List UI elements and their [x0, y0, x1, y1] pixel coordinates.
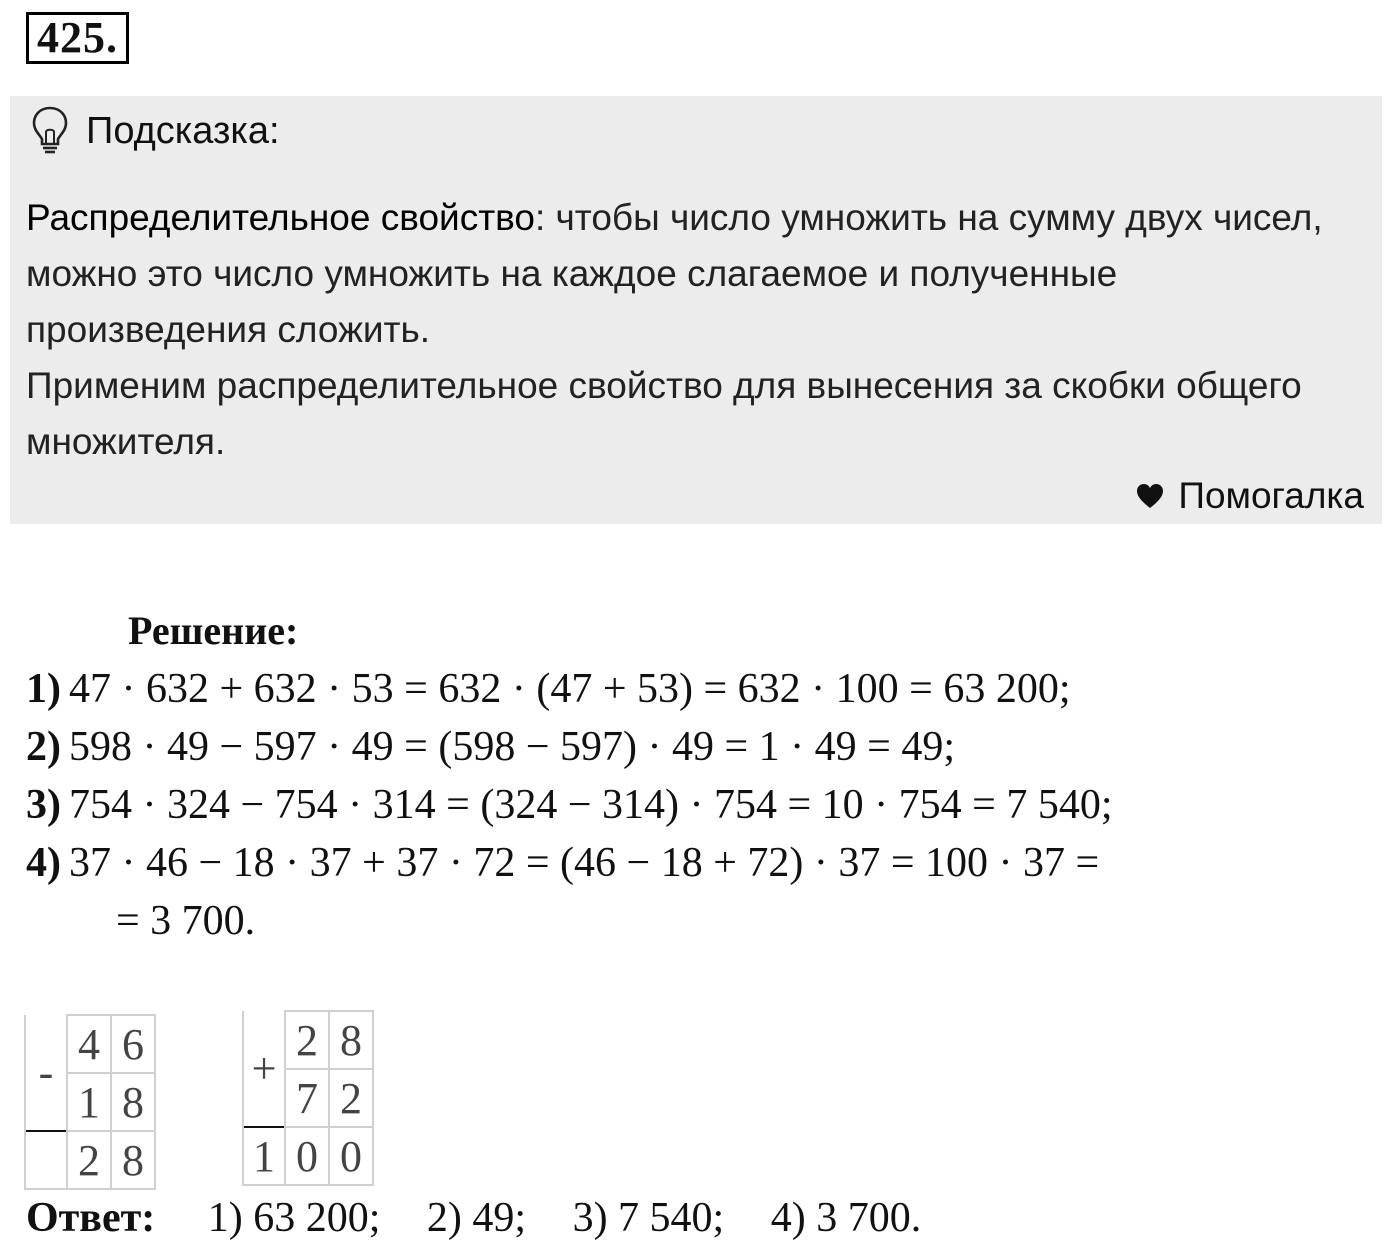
brand-name: Помогалка [1178, 475, 1364, 516]
solution-line [26, 718, 1386, 776]
line-number: 4) [26, 840, 61, 886]
answer-item: 4) 3 700. [770, 1195, 922, 1241]
line-text: 47 · 632 + 632 · 53 = 632 · (47 + 53) = 632 · 100 = 63 200; [69, 666, 1071, 712]
brand [1136, 473, 1364, 519]
column-addition [242, 1010, 374, 1186]
digit-cell: 2 [285, 1011, 329, 1069]
hint-title: Подсказка: [86, 110, 280, 152]
hint-application: Применим распределительное свойство для вынесения за скобки общего множителя. [26, 365, 1302, 462]
hint-term: Распределительное свойство [26, 197, 535, 238]
answer-item: 3) 7 540; [572, 1195, 725, 1241]
solution-line-continuation: = 3 700. [116, 898, 256, 944]
answer [26, 1190, 957, 1246]
line-number: 3) [26, 782, 61, 828]
hint-text [26, 190, 1366, 470]
heart-icon [1136, 483, 1164, 509]
digit-cell: 4 [67, 1015, 111, 1073]
column-subtraction [24, 1014, 156, 1190]
answer-label: Ответ: [26, 1195, 156, 1241]
digit-cell: 2 [67, 1131, 111, 1189]
solution-line [26, 660, 1386, 718]
solution-title: Решение: [128, 608, 299, 653]
digit-cell: 0 [329, 1127, 373, 1185]
line-number: 2) [26, 724, 61, 770]
digit-cell: 7 [285, 1069, 329, 1127]
answer-item: 2) 49; [426, 1195, 527, 1241]
digit-cell: 6 [111, 1015, 155, 1073]
empty-cell [25, 1131, 67, 1189]
solution-line [26, 776, 1386, 834]
digit-cell: 1 [67, 1073, 111, 1131]
line-text: 754 · 324 − 754 · 314 = (324 − 314) · 754 = 10 · 754 = 7 540; [69, 782, 1113, 828]
line-text: 37 · 46 − 18 · 37 + 37 · 72 = (46 − 18 + 72) · 37 = 100 · 37 = [69, 840, 1100, 886]
solution-line [26, 834, 1386, 892]
digit-cell: 1 [243, 1127, 285, 1185]
digit-cell: 8 [111, 1073, 155, 1131]
hint-definition [26, 190, 1366, 358]
digit-cell: 8 [111, 1131, 155, 1189]
digit-cell: 0 [285, 1127, 329, 1185]
answer-item: 1) 63 200; [207, 1195, 381, 1241]
digit-cell: 8 [329, 1011, 373, 1069]
addition-operator: + [243, 1011, 285, 1127]
task-number: 425. [26, 12, 129, 64]
solution-lines [26, 660, 1386, 950]
hint-definition-text: : чтобы число умножить на сумму двух чисел, можно это число умножить на каждое слагаемое и полученные произведения сложить. [26, 197, 1323, 350]
subtraction-operator: - [25, 1015, 67, 1131]
lightbulb-icon [30, 104, 70, 156]
line-number: 1) [26, 666, 61, 712]
line-text: 598 · 49 − 597 · 49 = (598 − 597) · 49 = 1 · 49 = 49; [69, 724, 956, 770]
digit-cell: 2 [329, 1069, 373, 1127]
